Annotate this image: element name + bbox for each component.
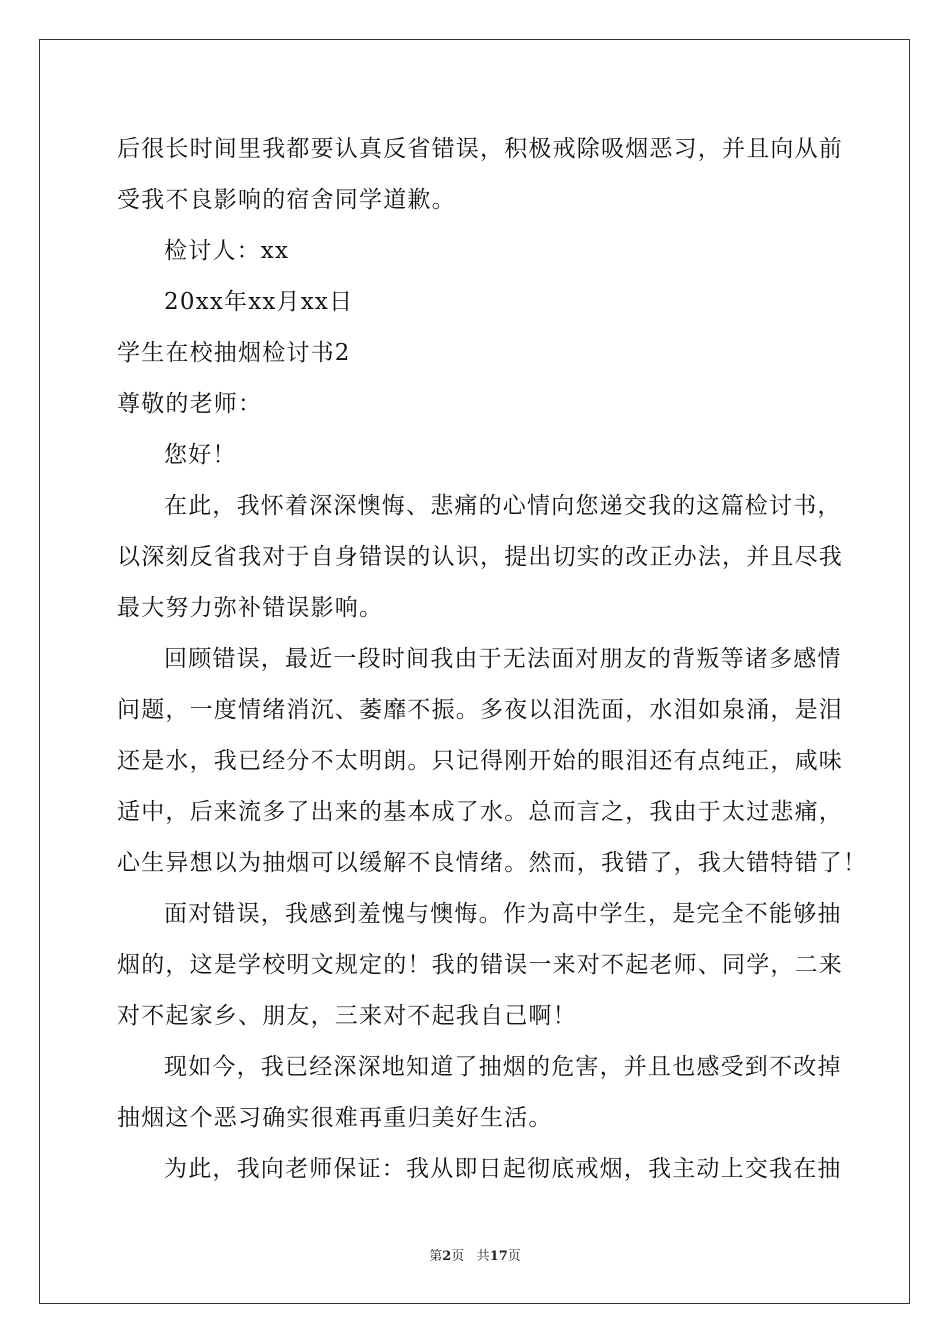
text-line: 面对错误，我感到羞愧与懊悔。作为高中学生，是完全不能够抽: [164, 901, 842, 927]
salutation: 尊敬的老师：: [117, 391, 263, 417]
total-pages: 17: [489, 1249, 508, 1264]
page-number: 2: [442, 1249, 452, 1264]
signature-line: 检讨人：xx: [164, 238, 290, 264]
total-prefix: 共: [476, 1249, 490, 1264]
text-line: 适中，后来流多了出来的基本成了水。总而言之，我由于太过悲痛，: [117, 799, 843, 825]
page-footer: [0, 1248, 950, 1266]
date-line: 20xx年xx月xx日: [164, 289, 354, 315]
text-line: 烟的，这是学校明文规定的！我的错误一来对不起老师、同学，二来: [117, 952, 843, 978]
page-suffix: 页: [451, 1249, 465, 1264]
text-line: 为此，我向老师保证：我从即日起彻底戒烟，我主动上交我在抽: [164, 1156, 842, 1182]
text-line: 后很长时间里我都要认真反省错误，积极戒除吸烟恶习，并且向从前: [117, 136, 843, 162]
text-line: 以深刻反省我对于自身错误的认识，提出切实的改正办法，并且尽我: [117, 544, 843, 570]
page-prefix: 第: [429, 1249, 443, 1264]
text-line: 问题，一度情绪消沉、萎靡不振。多夜以泪洗面，水泪如泉涌，是泪: [117, 697, 843, 723]
text-line: 在此，我怀着深深懊悔、悲痛的心情向您递交我的这篇检讨书，: [164, 493, 842, 519]
text-line: 心生异想以为抽烟可以缓解不良情绪。然而，我错了，我大错特错了！: [117, 850, 868, 876]
document-body: [117, 124, 868, 1195]
text-line: 抽烟这个恶习确实很难再重归美好生活。: [117, 1105, 553, 1131]
section-title: 学生在校抽烟检讨书2: [117, 340, 351, 366]
text-line: 现如今，我已经深深地知道了抽烟的危害，并且也感受到不改掉: [164, 1054, 842, 1080]
total-suffix: 页: [507, 1249, 521, 1264]
text-line: 还是水，我已经分不太明朗。只记得刚开始的眼泪还有点纯正，咸味: [117, 748, 843, 774]
text-line: 对不起家乡、朋友，三来对不起我自己啊！: [117, 1003, 577, 1029]
text-line: 回顾错误，最近一段时间我由于无法面对朋友的背叛等诸多感情: [164, 646, 842, 672]
text-line: 受我不良影响的宿舍同学道歉。: [117, 187, 456, 213]
greeting: 您好！: [164, 442, 237, 468]
text-line: 最大努力弥补错误影响。: [117, 595, 384, 621]
